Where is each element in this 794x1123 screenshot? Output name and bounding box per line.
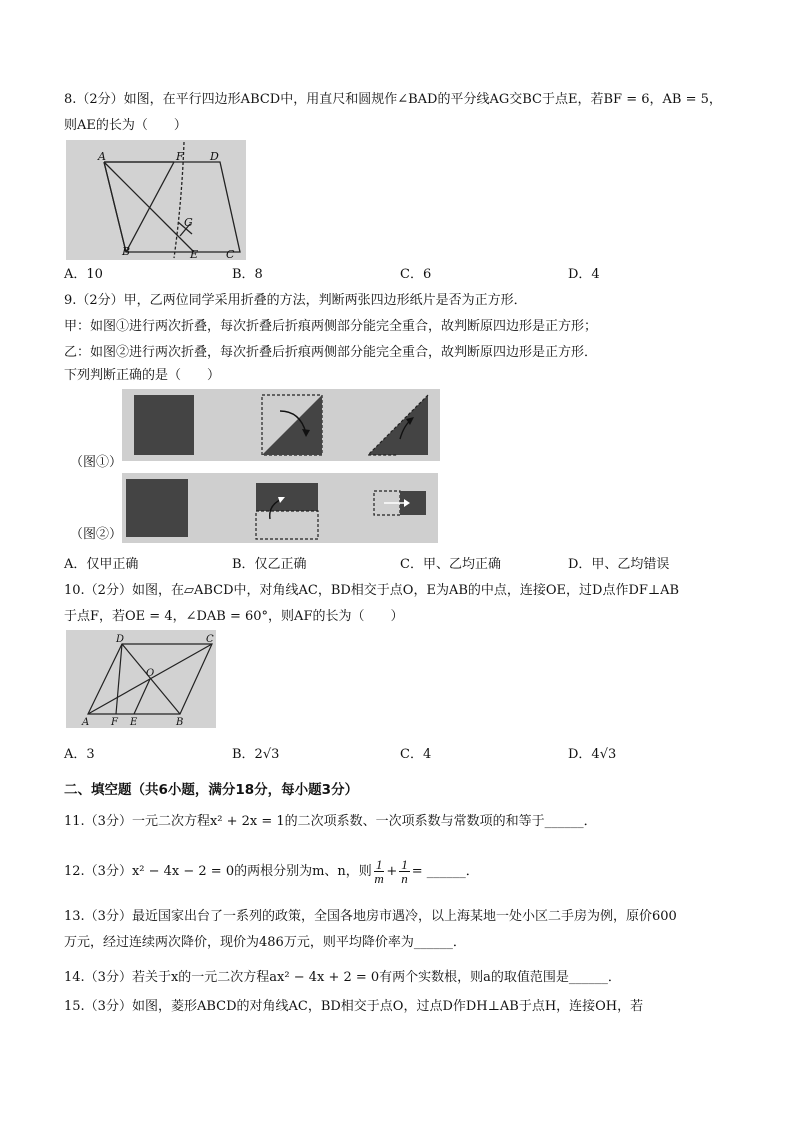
q8-stem-line2: 则AE的长为（ ） <box>64 118 187 133</box>
q9-stem-line3: 乙：如图②进行两次折叠，每次折叠后折痕两侧部分能完全重合，故判断原四边形是正方形． <box>64 345 598 360</box>
q10-label-B: B <box>176 717 184 728</box>
q9-fig1-label: （图①） <box>70 455 123 470</box>
q9-figure-1 <box>122 389 440 461</box>
q8-label-E: E <box>190 248 199 260</box>
q10-label-O: O <box>146 668 155 679</box>
q10-options <box>64 746 744 764</box>
q14-stem: 14.（3分）若关于x的一元二次方程ax² − 4x + 2 = 0有两个实数根，则a的取值范围是______． <box>64 970 621 985</box>
q8-label-B: B <box>122 245 131 258</box>
q9-options <box>64 556 744 574</box>
section-fill-in-heading: 二、填空题（共6小题，满分18分，每小题3分） <box>64 782 359 798</box>
q12-frac-2-den: n <box>401 871 408 886</box>
q10-option-d[interactable]: D．4√3 <box>568 747 617 762</box>
q10-stem-line1: 10.（2分）如图，在▱ABCD中，对角线AC，BD相交于点O，E为AB的中点，连接OE，过D点作DF⊥AB <box>64 583 680 598</box>
q10-label-D: D <box>116 634 125 645</box>
q9-option-b[interactable]: B．仅乙正确 <box>232 557 307 572</box>
q8-option-a[interactable]: A．10 <box>64 267 103 282</box>
q9-figure-2 <box>122 473 438 543</box>
q8-option-b[interactable]: B．8 <box>232 267 263 282</box>
q10-option-c[interactable]: C．4 <box>400 747 432 762</box>
q8-figure <box>66 140 246 260</box>
q12-stem <box>64 858 479 885</box>
q13-stem-line2: 万元，经过连续两次降价，现价为486万元，则平均降价率为______． <box>64 935 466 950</box>
q9-stem-line1: 9.（2分）甲，乙两位同学采用折叠的方法，判断两张四边形纸片是否为正方形． <box>64 293 527 308</box>
q8-options <box>64 266 744 284</box>
q8-option-d[interactable]: D．4 <box>568 267 600 282</box>
q9-stem-line4: 下列判断正确的是（ ） <box>64 368 221 383</box>
q10-option-a[interactable]: A．3 <box>64 747 95 762</box>
q10-stem-line2: 于点F，若OE = 4，∠DAB = 60°，则AF的长为（ ） <box>64 609 404 624</box>
q8-stem-line1: 8.（2分）如图，在平行四边形ABCD中，用直尺和圆规作∠BAD的平分线AG交BC于点E，若BF = 6，AB = 5， <box>64 92 722 107</box>
q12-frac-2-num: 1 <box>401 857 408 872</box>
q10-label-F: F <box>111 717 118 728</box>
q9-stem-line2: 甲：如图①进行两次折叠，每次折叠后折痕两侧部分能完全重合，故判断原四边形是正方形； <box>64 319 598 334</box>
q13-stem-line1: 13.（3分）最近国家出台了一系列的政策，全国各地房市遇冷，以上海某地一处小区二手房为例，原价600 <box>64 909 677 924</box>
q11-stem: 11.（3分）一元二次方程x² + 2x = 1的二次项系数、一次项系数与常数项的和等于______． <box>64 814 597 829</box>
q12-frac-1-den: m <box>374 871 384 886</box>
q10-option-b[interactable]: B．2√3 <box>232 747 280 762</box>
q9-fig2-label: （图②） <box>70 527 123 542</box>
q8-label-F: F <box>176 150 184 163</box>
q10-label-A: A <box>82 717 90 728</box>
q12-frac-1-num: 1 <box>375 857 383 872</box>
q10-label-C: C <box>206 634 214 645</box>
q9-option-c[interactable]: C．甲、乙均正确 <box>400 557 501 572</box>
q12-post: = ______． <box>411 863 479 879</box>
q10-figure <box>66 630 216 728</box>
q15-stem: 15.（3分）如图，菱形ABCD的对角线AC，BD相交于点O，过点D作DH⊥AB于点H，连接OH，若 <box>64 999 644 1014</box>
q9-option-a[interactable]: A．仅甲正确 <box>64 557 139 572</box>
q9-option-d[interactable]: D．甲、乙均错误 <box>568 557 670 572</box>
q12-frac-2 <box>399 858 410 885</box>
q8-label-C: C <box>226 248 235 260</box>
q12-pre: 12.（3分）x² − 4x − 2 = 0的两根分别为m、n，则 <box>64 863 372 879</box>
q8-label-A: A <box>98 150 106 163</box>
q12-plus: + <box>386 863 398 879</box>
q12-frac-1 <box>374 858 385 885</box>
q8-label-D: D <box>210 150 219 163</box>
q8-label-G: G <box>184 216 193 229</box>
q10-label-E: E <box>130 717 138 728</box>
q8-option-c[interactable]: C．6 <box>400 267 432 282</box>
